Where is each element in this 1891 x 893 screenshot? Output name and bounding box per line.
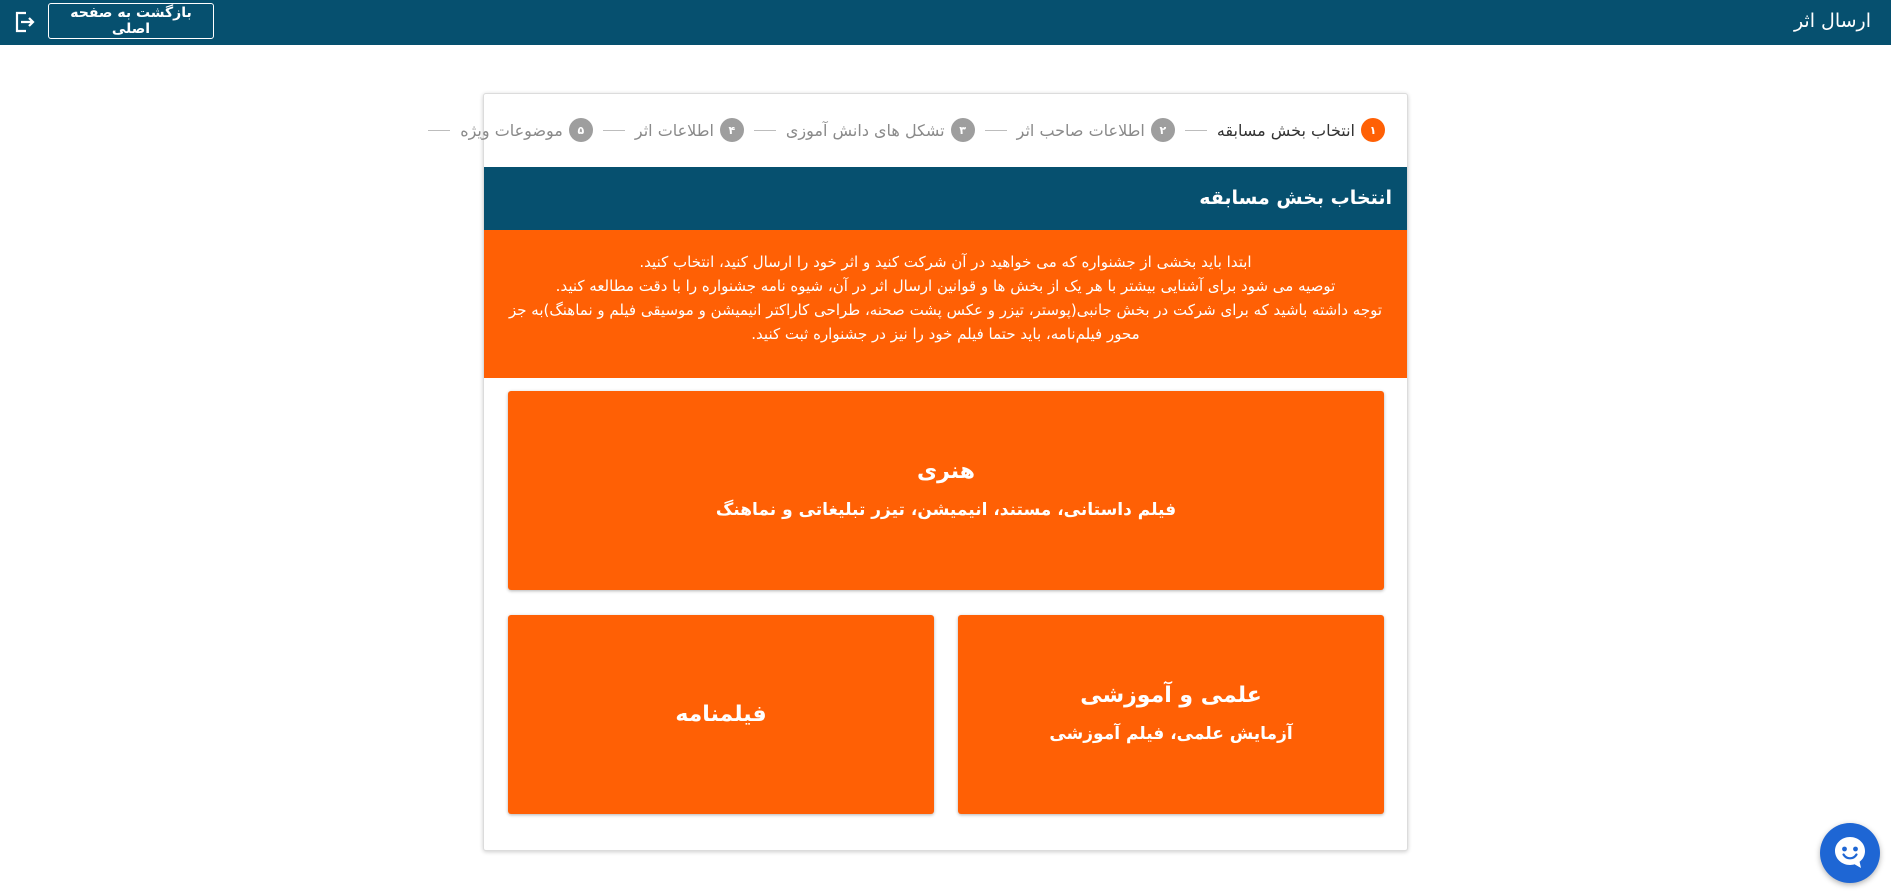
step-label: موضوعات ویژه bbox=[460, 120, 563, 140]
top-bar bbox=[0, 0, 1891, 45]
page-title: ارسال اثر bbox=[1793, 10, 1871, 32]
back-to-home-button[interactable]: بازگشت به صفحه اصلی bbox=[48, 3, 214, 39]
category-subtitle: فیلم داستانی، مستند، انیمیشن، تیزر تبلیغاتی و نماهنگ bbox=[715, 499, 1177, 520]
submission-card bbox=[460, 93, 1408, 851]
step-number: ۵ bbox=[569, 118, 593, 142]
step-number: ۲ bbox=[1151, 118, 1175, 142]
category-title: علمی و آموزشی bbox=[1080, 682, 1262, 708]
notice-line: ابتدا باید بخشی از جشنواره که می خواهید در آن شرکت کنید و اثر خود را ارسال کنید، انتخاب کنید. bbox=[639, 253, 1252, 271]
step-label: انتخاب بخش مسابقه bbox=[1216, 120, 1355, 140]
logout-icon[interactable] bbox=[12, 10, 36, 34]
section-title: انتخاب بخش مسابقه bbox=[484, 167, 1407, 230]
notice-line: توصیه می شود برای آشنایی بیشتر با هر یک از بخش ها و قوانین ارسال اثر در آن، شیوه نامه جشنواره را با دقت مطالعه کنید. bbox=[555, 277, 1336, 295]
step-select-section[interactable] bbox=[1217, 118, 1385, 142]
category-subtitle: آزمایش علمی، فیلم آموزشی bbox=[1049, 723, 1293, 744]
step-connector bbox=[985, 130, 1007, 131]
step-special-topics[interactable] bbox=[460, 118, 593, 142]
stepper bbox=[460, 94, 1407, 166]
step-connector bbox=[1185, 130, 1207, 131]
step-label: اطلاعات اثر bbox=[634, 120, 714, 140]
step-number: ۱ bbox=[1361, 118, 1385, 142]
step-label: اطلاعات صاحب اثر bbox=[1016, 120, 1145, 140]
chat-icon[interactable] bbox=[1820, 823, 1880, 883]
step-work-info[interactable] bbox=[635, 118, 744, 142]
step-connector bbox=[603, 130, 625, 131]
step-number: ۴ bbox=[720, 118, 744, 142]
step-label: تشکل های دانش آموزی bbox=[785, 120, 945, 140]
step-connector bbox=[754, 130, 776, 131]
notice-line: توجه داشته باشید که برای شرکت در بخش جانبی(پوستر، تیزر و عکس پشت صحنه، طراحی کاراکتر انیمیشن و موسیقی فیلم و نماهنگ)به جز محور فیلم‌نامه، باید حتما فیلم خود را نیز در جشنواره ثبت کنید. bbox=[508, 301, 1383, 343]
step-number: ۳ bbox=[951, 118, 975, 142]
step-student-organizations[interactable] bbox=[786, 118, 975, 142]
category-art-button[interactable] bbox=[508, 391, 1384, 590]
step-connector bbox=[428, 130, 450, 131]
instructions-notice bbox=[484, 230, 1407, 378]
category-title: هنری bbox=[916, 458, 976, 484]
category-screenplay-button[interactable] bbox=[508, 615, 934, 814]
step-owner-info[interactable] bbox=[1017, 118, 1175, 142]
category-title: فیلمنامه bbox=[675, 701, 767, 727]
category-science-button[interactable] bbox=[958, 615, 1384, 814]
